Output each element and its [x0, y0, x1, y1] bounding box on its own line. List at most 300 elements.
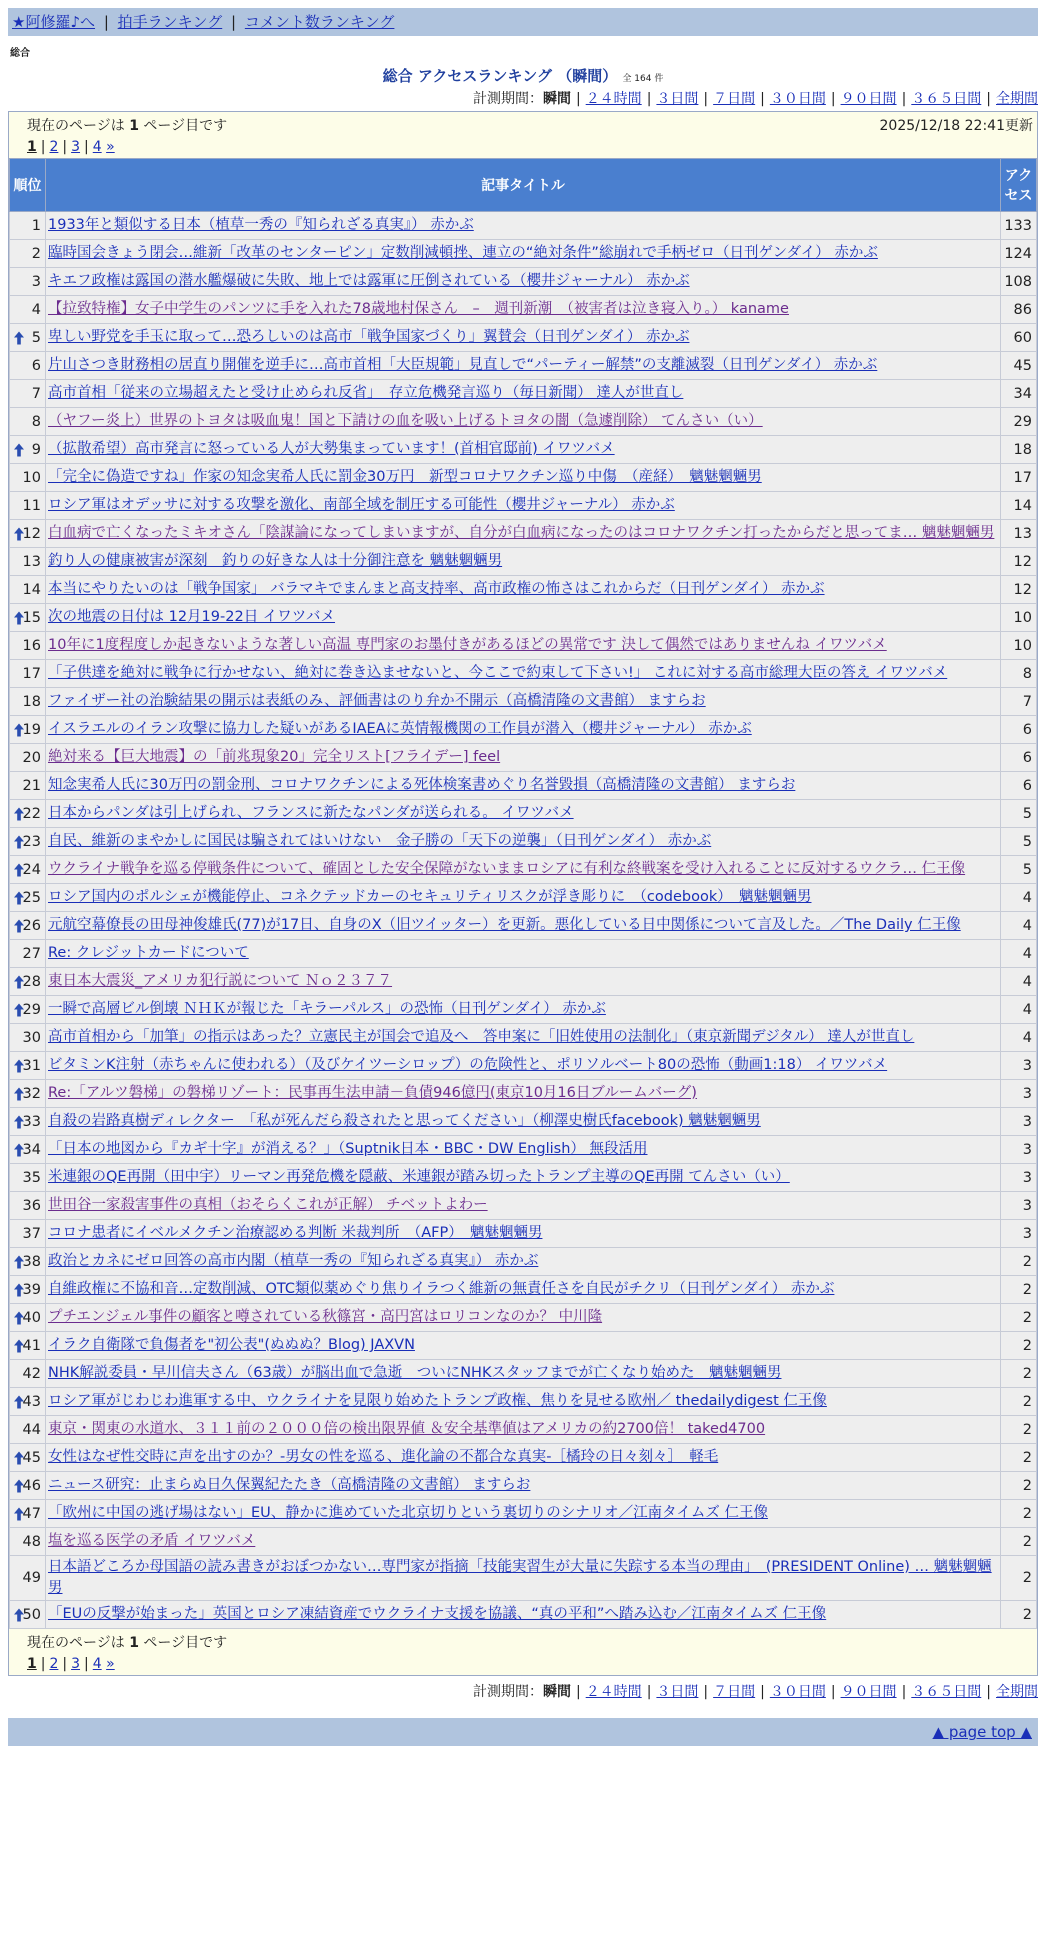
table-row: [10, 940, 1037, 968]
page-top-link[interactable]: ▲ page top ▲: [932, 1723, 1032, 1741]
current-page-text: [27, 1632, 1029, 1652]
rank-number: 4: [31, 301, 41, 318]
access-count: 8: [1001, 660, 1037, 688]
rank-up-arrow-icon: [14, 1143, 24, 1156]
rank-up-arrow-icon: [14, 1395, 24, 1408]
rank-cell: [10, 1136, 46, 1164]
article-link[interactable]: 日本からパンダは引上げられ、フランスに新たなパンダが送られる。 イワツバメ: [48, 805, 574, 821]
period-link[interactable]: ９０日間: [840, 91, 897, 107]
page-link[interactable]: 4: [92, 139, 102, 155]
access-count: 2: [1001, 1500, 1037, 1528]
table-row: [10, 1360, 1037, 1388]
rank-up-arrow-icon: [14, 1507, 24, 1520]
table-row: [10, 492, 1037, 520]
article-link[interactable]: 米連銀のQE再開（田中宇）リーマン再発危機を隠蔽、米連銀が踏み切ったトランプ主導のQE再開 てんさい（い）: [48, 1169, 790, 1185]
access-count: 4: [1001, 996, 1037, 1024]
access-count: 2: [1001, 1528, 1037, 1556]
rank-cell: [10, 1416, 46, 1444]
table-row: [10, 1388, 1037, 1416]
rank-up-arrow-icon: [14, 891, 24, 904]
table-row: [10, 576, 1037, 604]
page-link[interactable]: 3: [71, 1656, 81, 1672]
rank-up-arrow-icon: [14, 1608, 24, 1621]
clap-ranking-link[interactable]: 拍手ランキング: [117, 13, 223, 31]
access-count: 2: [1001, 1416, 1037, 1444]
rank-cell: [10, 464, 46, 492]
page-link[interactable]: 2: [49, 139, 59, 155]
access-count: 133: [1001, 212, 1037, 240]
rank-cell: [10, 744, 46, 772]
rank-number: 38: [22, 1253, 41, 1270]
rank-cell: [10, 212, 46, 240]
article-link[interactable]: ファイザー社の治験結果の開示は表紙のみ、評価書はのり弁か不開示（高橋清隆の文書館） ますらお: [48, 693, 706, 709]
access-count: 45: [1001, 352, 1037, 380]
access-count: 2: [1001, 1304, 1037, 1332]
article-link[interactable]: 卑しい野党を手玉に取って…恐ろしいのは高市「戦争国家づくり」翼賛会（日刊ゲンダイ） 赤かぶ: [48, 329, 690, 345]
comment-ranking-link[interactable]: コメント数ランキング: [244, 13, 395, 31]
table-row: [10, 1472, 1037, 1500]
table-header-row: [10, 159, 1037, 212]
rank-number: 2: [31, 245, 41, 262]
rank-number: 5: [31, 329, 41, 346]
article-link[interactable]: 「子供達を絶対に戦争に行かせない、絶対に巻き込ませないと、今ここで約束して下さい!」 これに対する高市総理大臣の答え イワツバメ: [48, 665, 948, 681]
period-selector-top: [8, 87, 1038, 111]
table-row: [10, 968, 1037, 996]
article-link[interactable]: 「欧州に中国の逃げ場はない」EU、静かに進めていた北京切りという裏切りのシナリオ／江南タイムズ 仁王像: [48, 1505, 768, 1521]
title-cell: [46, 1108, 1001, 1136]
rank-cell: [10, 1052, 46, 1080]
rank-up-arrow-icon: [14, 527, 24, 540]
article-link[interactable]: 本当にやりたいのは「戦争国家」 バラマキでまんまと高支持率、高市政権の怖さはこれからだ（日刊ゲンダイ） 赤かぶ: [48, 581, 825, 597]
table-row: [10, 996, 1037, 1024]
page-link[interactable]: 2: [49, 1656, 59, 1672]
table-row: [10, 240, 1037, 268]
article-link[interactable]: 高市首相「従来の立場超えたと受け止められ反省」 存立危機発言巡り（毎日新聞） 達人が世直し: [48, 385, 684, 401]
period-separator: |: [830, 91, 836, 107]
rank-number: 18: [22, 693, 41, 710]
pagination-top: [27, 139, 1029, 155]
access-count: 4: [1001, 968, 1037, 996]
title-cell: [46, 996, 1001, 1024]
rank-number: 39: [22, 1281, 41, 1298]
access-count: 86: [1001, 296, 1037, 324]
table-row: [10, 408, 1037, 436]
rank-number: 27: [22, 945, 41, 962]
article-link[interactable]: ニュース研究：止まらぬ日久保翼紀たたき（高橋清隆の文書館） ますらお: [48, 1477, 531, 1493]
period-separator: |: [575, 91, 581, 107]
access-count: 4: [1001, 912, 1037, 940]
rank-cell: [10, 296, 46, 324]
period-separator: |: [901, 1684, 907, 1700]
article-link[interactable]: 自維政権に不協和音…定数削減、OTC類似薬めぐり焦りイラつく維新の無責任さを自民がチクリ（日刊ゲンダイ） 赤かぶ: [48, 1281, 835, 1297]
rank-up-arrow-icon: [14, 1311, 24, 1324]
period-link[interactable]: ２４時間: [585, 91, 642, 107]
title-cell: [46, 296, 1001, 324]
pagination-bottom: [27, 1656, 1029, 1672]
period-current: 瞬間: [542, 91, 571, 107]
title-cell: [46, 1444, 1001, 1472]
ranking-title: 総合 アクセスランキング （瞬間）: [382, 67, 618, 85]
period-link[interactable]: ７日間: [713, 1684, 756, 1700]
rank-cell: [10, 856, 46, 884]
table-row: [10, 828, 1037, 856]
article-link[interactable]: 臨時国会きょう閉会…維新「改革のセンターピン」定数削減頓挫、連立の“絶対条件”総崩れで手柄ゼロ（日刊ゲンダイ） 赤かぶ: [48, 245, 878, 261]
rank-number: 36: [22, 1197, 41, 1214]
next-page-link[interactable]: »: [106, 1656, 115, 1672]
page-link-current[interactable]: 1: [27, 139, 37, 155]
title-cell: [46, 828, 1001, 856]
rank-up-arrow-icon: [14, 1059, 24, 1072]
rank-cell: [10, 632, 46, 660]
table-row: [10, 800, 1037, 828]
access-count: 5: [1001, 856, 1037, 884]
rank-cell: [10, 352, 46, 380]
article-link[interactable]: 自殺の岩路真樹ディレクター 「私が死んだら殺されたと思ってください」（柳澤史樹氏facebook) 魑魅魍魎男: [48, 1113, 761, 1129]
rank-number: 45: [22, 1449, 41, 1466]
table-row: [10, 1220, 1037, 1248]
rank-number: 22: [22, 805, 41, 822]
article-link[interactable]: Re:「アルツ磐梯」の磐梯リゾート：民事再生法申請－負債946億円(東京10月16日ブルームバーグ): [48, 1085, 697, 1101]
title-cell: [46, 884, 1001, 912]
article-link[interactable]: ロシア軍はオデッサに対する攻撃を激化、南部全域を制圧する可能性（櫻井ジャーナル） 赤かぶ: [48, 497, 675, 513]
table-row: [10, 464, 1037, 492]
article-link[interactable]: 政治とカネにゼロ回答の高市内閣（植草一秀の『知られざる真実』） 赤かぶ: [48, 1253, 539, 1269]
period-link[interactable]: ３０日間: [769, 1684, 826, 1700]
article-link[interactable]: 白血病で亡くなったミキオさん「陰謀論になってしまいますが、自分が白血病になったのはコロナワクチン打ったからだと思ってま… 魑魅魍魎男: [48, 525, 995, 541]
title-cell: [46, 1388, 1001, 1416]
page-info-footer: [9, 1629, 1037, 1675]
period-link[interactable]: ３日間: [656, 1684, 699, 1700]
table-row: [10, 296, 1037, 324]
title-cell: [46, 576, 1001, 604]
period-link[interactable]: 全期間: [996, 1684, 1038, 1700]
article-link[interactable]: 次の地震の日付は 12月19-22日 イワツバメ: [48, 609, 336, 625]
rank-cell: [10, 1601, 46, 1629]
access-count: 6: [1001, 716, 1037, 744]
table-row: [10, 436, 1037, 464]
article-link[interactable]: 10年に1度程度しか起きないような著しい高温 専門家のお墨付きがあるほどの異常です 決して偶然ではありませんね イワツバメ: [48, 637, 887, 653]
article-link[interactable]: 一瞬で高層ビル倒壊 ＮＨＫが報じた「キラーパルス」の恐怖（日刊ゲンダイ） 赤かぶ: [48, 1001, 606, 1017]
current-page-number: 1: [129, 118, 139, 134]
article-link[interactable]: 高市首相から「加筆」の指示はあった？立憲民主が国会で追及へ 答申案に「旧姓使用の法制化」（東京新聞デジタル） 達人が世直し: [48, 1029, 915, 1045]
rank-number: 15: [22, 609, 41, 626]
rank-number: 6: [31, 357, 41, 374]
rank-up-arrow-icon: [14, 1283, 24, 1296]
article-link[interactable]: 釣り人の健康被害が深刻 釣りの好きな人は十分御注意を 魑魅魍魎男: [48, 553, 503, 569]
table-row: [10, 1444, 1037, 1472]
access-count: 10: [1001, 632, 1037, 660]
access-count: 17: [1001, 464, 1037, 492]
article-link[interactable]: NHK解説委員・早川信夫さん（63歳）が脳出血で急逝 ついにNHKスタッフまでが亡くなり始めた 魑魅魍魎男: [48, 1365, 782, 1381]
period-link[interactable]: ３６５日間: [911, 1684, 982, 1700]
period-link[interactable]: ３日間: [656, 91, 699, 107]
access-count: 14: [1001, 492, 1037, 520]
article-link[interactable]: キエフ政権は露国の潜水艦爆破に失敗、地上では露軍に圧倒されている（櫻井ジャーナル） 赤かぶ: [48, 273, 690, 289]
rank-up-arrow-icon: [14, 975, 24, 988]
rank-up-arrow-icon: [14, 1255, 24, 1268]
title-cell: [46, 1416, 1001, 1444]
rank-cell: [10, 884, 46, 912]
period-link[interactable]: ９０日間: [840, 1684, 897, 1700]
rank-up-arrow-icon: [14, 1479, 24, 1492]
rank-cell: [10, 1220, 46, 1248]
rank-number: 9: [31, 441, 41, 458]
article-link[interactable]: （拡散希望）高市発言に怒っている人が大勢集まっています！(首相官邸前) イワツバメ: [48, 441, 615, 457]
article-link[interactable]: 知念実希人氏に30万円の罰金刑、コロナワクチンによる死体検案書めぐり名誉毀損（高橋清隆の文書館） ますらお: [48, 777, 796, 793]
rank-number: 1: [31, 217, 41, 234]
rank-number: 40: [22, 1309, 41, 1326]
article-link[interactable]: 女性はなぜ性交時に声を出すのか？-男女の性を巡る、進化論の不都合な真実-［橘玲の日々刻々］ 軽毛: [48, 1449, 719, 1465]
title-cell: [46, 604, 1001, 632]
rank-number: 44: [22, 1421, 41, 1438]
period-link[interactable]: ３０日間: [769, 91, 826, 107]
rank-cell: [10, 492, 46, 520]
table-row: [10, 1304, 1037, 1332]
top-nav-bar: [8, 8, 1038, 36]
rank-number: 26: [22, 917, 41, 934]
table-row: [10, 660, 1037, 688]
rank-number: 12: [22, 525, 41, 542]
article-link[interactable]: 自民、維新のまやかしに国民は騙されてはいけない 金子勝の「天下の逆襲」（日刊ゲンダイ） 赤かぶ: [48, 833, 712, 849]
access-count: 34: [1001, 380, 1037, 408]
title-cell: [46, 520, 1001, 548]
access-count: 4: [1001, 884, 1037, 912]
access-count: 2: [1001, 1276, 1037, 1304]
access-count: 2: [1001, 1556, 1037, 1601]
table-row: [10, 716, 1037, 744]
rank-number: 19: [22, 721, 41, 738]
current-page-pre: 現在のページは: [27, 118, 125, 134]
period-separator: |: [703, 91, 709, 107]
access-count: 3: [1001, 1052, 1037, 1080]
period-separator: |: [646, 1684, 652, 1700]
page-separator: |: [40, 1656, 46, 1672]
article-link[interactable]: イスラエルのイラン攻撃に協力した疑いがあるIAEAに英情報機関の工作員が潜入（櫻井ジャーナル） 赤かぶ: [48, 721, 752, 737]
title-cell: [46, 968, 1001, 996]
rank-cell: [10, 1472, 46, 1500]
rank-cell: [10, 604, 46, 632]
period-separator: |: [760, 1684, 765, 1700]
table-row: [10, 1024, 1037, 1052]
article-link[interactable]: 東京・関東の水道水、３１１前の２０００倍の検出限界値 ＆安全基準値はアメリカの約2700倍！ taked4700: [48, 1421, 766, 1437]
nav-separator: |: [103, 13, 109, 31]
rank-cell: [10, 1444, 46, 1472]
article-link[interactable]: 「EUの反撃が始まった」英国とロシア凍結資産でウクライナ支援を協議、“真の平和”へ踏み込む／江南タイムズ 仁王像: [48, 1606, 827, 1622]
rank-cell: [10, 1500, 46, 1528]
rank-cell: [10, 772, 46, 800]
period-separator: |: [760, 91, 765, 107]
access-count: 3: [1001, 1080, 1037, 1108]
rank-cell: [10, 996, 46, 1024]
rank-number: 48: [22, 1533, 41, 1550]
rank-number: 46: [22, 1477, 41, 1494]
title-cell: [46, 772, 1001, 800]
rank-number: 43: [22, 1393, 41, 1410]
table-row: [10, 772, 1037, 800]
table-row: [10, 1080, 1037, 1108]
access-count: 6: [1001, 772, 1037, 800]
page-separator: |: [40, 139, 46, 155]
access-count: 124: [1001, 240, 1037, 268]
title-cell: [46, 1360, 1001, 1388]
table-row: [10, 604, 1037, 632]
article-link[interactable]: ビタミンK注射（赤ちゃんに使われる）（及びケイツーシロップ）の危険性と、ポリソルベート80の恐怖（動画1:18） イワツバメ: [48, 1057, 888, 1073]
home-link[interactable]: ★阿修羅♪へ: [12, 13, 96, 31]
title-cell: [46, 212, 1001, 240]
col-rank-header: 順位: [10, 159, 46, 212]
table-row: [10, 1248, 1037, 1276]
rank-cell: [10, 1528, 46, 1556]
period-separator: |: [703, 1684, 709, 1700]
title-cell: [46, 380, 1001, 408]
rank-number: 10: [22, 469, 41, 486]
article-link[interactable]: （ヤフー炎上）世界のトヨタは吸血鬼！国と下請けの血を吸い上げるトヨタの闇（急遽削除） てんさい（い）: [48, 413, 763, 429]
table-row: [10, 324, 1037, 352]
table-row: [10, 884, 1037, 912]
table-row: [10, 632, 1037, 660]
rank-number: 28: [22, 973, 41, 990]
current-page-pre: 現在のページは: [27, 1635, 125, 1651]
period-separator: |: [646, 91, 652, 107]
rank-up-arrow-icon: [14, 1451, 24, 1464]
rank-cell: [10, 1304, 46, 1332]
title-cell: [46, 1601, 1001, 1629]
rank-cell: [10, 548, 46, 576]
title-cell: [46, 1136, 1001, 1164]
rank-up-arrow-icon: [14, 919, 24, 932]
article-link[interactable]: ロシア軍がじわじわ進軍する中、ウクライナを見限り始めたトランプ政権、焦りを見せる欧州／ thedailydigest 仁王像: [48, 1393, 827, 1409]
rank-number: 16: [22, 637, 41, 654]
article-link[interactable]: 1933年と類似する日本（植草一秀の『知られざる真実』） 赤かぶ: [48, 217, 474, 233]
access-count: 5: [1001, 800, 1037, 828]
period-link[interactable]: ３６５日間: [911, 91, 982, 107]
rank-up-arrow-icon: [14, 611, 24, 624]
rank-up-arrow-icon: [14, 1115, 24, 1128]
rank-up-arrow-icon: [14, 1003, 24, 1016]
article-link[interactable]: ロシア国内のポルシェが機能停止、コネクテッドカーのセキュリティリスクが浮き彫りに （codebook） 魑魅魍魎男: [48, 889, 812, 905]
table-row: [10, 912, 1037, 940]
rank-number: 31: [22, 1057, 41, 1074]
article-link[interactable]: 「日本の地図から『カギ十字』が消える？」（Suptnik日本・BBC・DW English） 無段活用: [48, 1141, 648, 1157]
rank-cell: [10, 716, 46, 744]
rank-cell: [10, 1192, 46, 1220]
rank-number: 14: [22, 581, 41, 598]
table-row: [10, 352, 1037, 380]
article-link[interactable]: プチエンジェル事件の顧客と噂されている秋篠宮・高円宮はロリコンなのか？ 中川隆: [48, 1309, 603, 1325]
article-link[interactable]: 片山さつき財務相の居直り開催を逆手に…高市首相「大臣規範」見直しで“パーティー解禁”の支離滅裂（日刊ゲンダイ） 赤かぶ: [48, 357, 878, 373]
title-cell: [46, 1556, 1001, 1601]
rank-number: 37: [22, 1225, 41, 1242]
period-separator: |: [901, 91, 907, 107]
article-link[interactable]: 東日本大震災_アメリカ犯行説について Ｎｏ２３７７: [48, 973, 393, 989]
period-link[interactable]: 全期間: [996, 91, 1038, 107]
access-count: 3: [1001, 1136, 1037, 1164]
title-cell: [46, 548, 1001, 576]
title-cell: [46, 436, 1001, 464]
table-row: [10, 744, 1037, 772]
table-row: [10, 520, 1037, 548]
period-link[interactable]: ７日間: [713, 91, 756, 107]
period-separator: |: [830, 1684, 836, 1700]
rank-cell: [10, 1164, 46, 1192]
rank-cell: [10, 940, 46, 968]
rank-cell: [10, 1332, 46, 1360]
rank-number: 33: [22, 1113, 41, 1130]
period-current: 瞬間: [542, 1684, 571, 1700]
rank-cell: [10, 828, 46, 856]
title-cell: [46, 744, 1001, 772]
page-link[interactable]: 3: [71, 139, 81, 155]
article-link[interactable]: 日本語どころか母国語の読み書きがおぼつかない…専門家が指摘「技能実習生が大量に失踪する本当の理由」 (PRESIDENT Online) … 魑魅魍魎男: [48, 1559, 992, 1596]
title-cell: [46, 240, 1001, 268]
article-link[interactable]: ウクライナ戦争を巡る停戦条件について、確固とした安全保障がないままロシアに有利な終戦案を受け入れることに反対するウクラ… 仁王像: [48, 861, 966, 877]
article-link[interactable]: イラク自衛隊で負傷者を"初公表"(ぬぬぬ？Blog) JAXVN: [48, 1337, 415, 1353]
rank-up-arrow-icon: [14, 331, 24, 344]
rank-up-arrow-icon: [14, 723, 24, 736]
rank-cell: [10, 380, 46, 408]
access-count: 7: [1001, 688, 1037, 716]
updated-timestamp: 2025/12/18 22:41更新: [879, 118, 1033, 134]
table-row: [10, 1164, 1037, 1192]
article-link[interactable]: Re: クレジットカードについて: [48, 945, 249, 961]
article-link[interactable]: コロナ患者にイベルメクチン治療認める判断 米裁判所 （AFP） 魑魅魍魎男: [48, 1225, 543, 1241]
rank-number: 7: [31, 385, 41, 402]
title-cell: [46, 408, 1001, 436]
period-separator: |: [986, 1684, 991, 1700]
rank-number: 41: [22, 1337, 41, 1354]
rank-cell: [10, 240, 46, 268]
title-cell: [46, 1052, 1001, 1080]
category-tag: 総合: [10, 48, 30, 59]
period-separator: |: [575, 1684, 581, 1700]
article-link[interactable]: 【拉致特権】女子中学生のパンツに手を入れた78歳地村保さん – 週刊新潮 （被害者は泣き寝入り。） kaname: [48, 301, 789, 317]
page-link[interactable]: 4: [92, 1656, 102, 1672]
title-cell: [46, 856, 1001, 884]
article-link[interactable]: 「完全に偽造ですね」作家の知念実希人氏に罰金30万円 新型コロナワクチン巡り中傷 （産経） 魑魅魍魎男: [48, 469, 762, 485]
article-link[interactable]: 絶対来る【巨大地震】の「前兆現象20」完全リスト[フライデー] feel: [48, 749, 501, 765]
article-link[interactable]: 元航空幕僚長の田母神俊雄氏(77)が17日、自身のX（旧ツイッター）を更新。悪化している日中関係について言及した。／The Daily 仁王像: [48, 917, 961, 933]
rank-number: 21: [22, 777, 41, 794]
next-page-link[interactable]: »: [106, 139, 115, 155]
article-link[interactable]: 塩を巡る医学の矛盾 イワツバメ: [48, 1533, 256, 1549]
page-link-current[interactable]: 1: [27, 1656, 37, 1672]
page-separator: |: [62, 1656, 68, 1672]
rank-number: 11: [22, 497, 41, 514]
rank-number: 20: [22, 749, 41, 766]
col-title-header: 記事タイトル: [46, 159, 1001, 212]
period-label: 計測期間：: [472, 1684, 543, 1700]
access-count: 3: [1001, 1220, 1037, 1248]
current-page-post: ページ目です: [143, 1635, 228, 1651]
article-link[interactable]: 世田谷一家殺害事件の真相（おそらくこれが正解） チベットよわー: [48, 1197, 488, 1213]
page-separator: |: [84, 1656, 89, 1672]
rank-number: 24: [22, 861, 41, 878]
rank-cell: [10, 800, 46, 828]
access-count: 2: [1001, 1388, 1037, 1416]
title-cell: [46, 912, 1001, 940]
table-row: [10, 268, 1037, 296]
period-separator: |: [986, 91, 991, 107]
rank-number: 49: [22, 1570, 41, 1586]
period-link[interactable]: ２４時間: [585, 1684, 642, 1700]
page-separator: |: [62, 139, 68, 155]
title-cell: [46, 492, 1001, 520]
access-count: 2: [1001, 1444, 1037, 1472]
rank-cell: [10, 1360, 46, 1388]
title-cell: [46, 1024, 1001, 1052]
page-title: [8, 65, 1038, 87]
rank-number: 8: [31, 413, 41, 430]
